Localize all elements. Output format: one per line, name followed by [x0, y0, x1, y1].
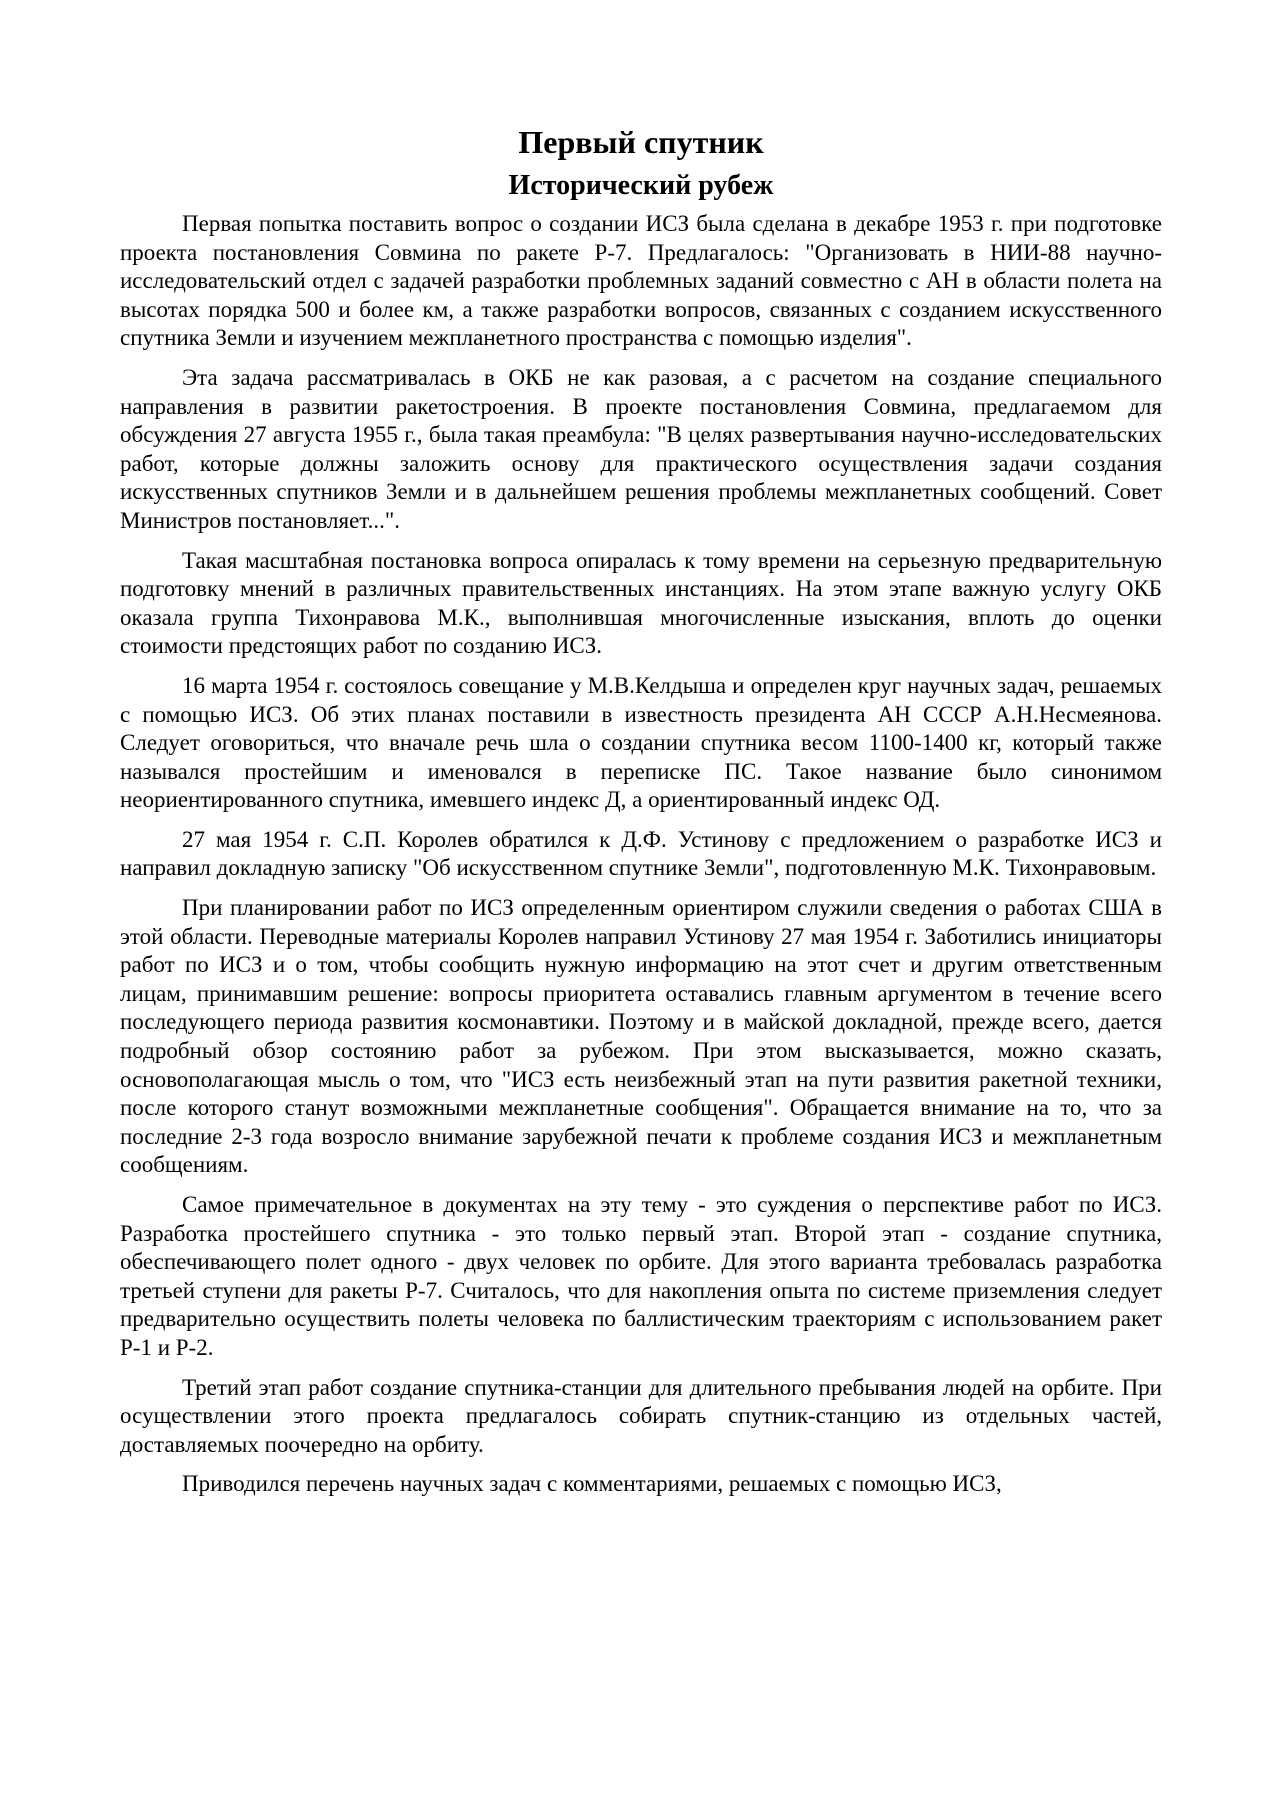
document-body	[120, 120, 1162, 1510]
document-subtitle: Исторический рубеж	[508, 170, 774, 201]
paragraph-8: Третий этап работ создание спутника-станции для длительного пребывания людей на орбите. При осуществлении этого проекта предлагалось собирать спутник-станцию из отдельных частей, доставляемых поочередно на орбиту.	[120, 1374, 1162, 1457]
paragraph-4: 16 марта 1954 г. состоялось совещание у М.В.Келдыша и определен круг научных задач, решаемых с помощью ИСЗ. Об этих планах поставили в известность президента АН СССР А.Н.Несмеянова. Следует оговориться, что вначале речь шла о создании спутника весом 1100-1400 кг, который также назывался простейшим и именовался в переписке ПС. Такое название было синонимом неориентированного спутника, имевшего индекс Д, а ориентированный индекс ОД.	[120, 672, 1162, 813]
paragraph-3: Такая масштабная постановка вопроса опиралась к тому времени на серьезную предварительную подготовку мнений в различных правительственных инстанциях. На этом этапе важную услугу ОКБ оказала группа Тихонравова М.К., выполнившая многочисленные изыскания, вплоть до оценки стоимости предстоящих работ по созданию ИСЗ.	[120, 547, 1162, 659]
paragraph-1: Первая попытка поставить вопрос о создании ИСЗ была сделана в декабре 1953 г. при подготовке проекта постановления Совмина по ракете Р-7. Предлагалось: "Организовать в НИИ-88 научно-исследовательский отдел с задачей разработки проблемных заданий совместно с АН в области полета на высотах порядка 500 и более км, а также разработки вопросов, связанных с созданием искусственного спутника Земли и изучением межпланетного пространства с помощью изделия".	[120, 211, 1162, 351]
paragraph-7: Самое примечательное в документах на эту тему - это суждения о перспективе работ по ИСЗ. Разработка простейшего спутника - это только первый этап. Второй этап - создание спутника, обеспечивающего полет одного - двух человек по орбите. Для этого варианта требовалась разработка третьей ступени для ракеты Р-7. Считалось, что для накопления опыта по системе приземления следует предварительно осуществить полеты человека по баллистическим траекториям с использованием ракет Р-1 и Р-2.	[120, 1192, 1162, 1360]
paragraph-6: При планировании работ по ИСЗ определенным ориентиром служили сведения о работах США в этой области. Переводные материалы Королев направил Устинову 27 мая 1954 г. Заботились инициаторы работ по ИСЗ и о том, чтобы сообщить нужную информацию на этот счет и другим ответственным лицам, принимавшим решение: вопросы приоритета оставались главным аргументом в течение всего последующего периода развития космонавтики. Поэтому и в майской докладной, прежде всего, дается подробный обзор состоянию работ за рубежом. При этом высказывается, можно сказать, основополагающая мысль о том, что "ИСЗ есть неизбежный этап на пути развития ракетной техники, после которого станут возможными межпланетные сообщения". Обращается внимание на то, что за последние 2-3 года возросло внимание зарубежной печати к проблеме создания ИСЗ и межпланетным сообщениям.	[120, 895, 1162, 1178]
paragraph-9: Приводился перечень научных задач с комментариями, решаемых с помощью ИСЗ,	[182, 1471, 1002, 1497]
document-title: Первый спутник	[518, 124, 764, 160]
paragraph-5: 27 мая 1954 г. С.П. Королев обратился к Д.Ф. Устинову с предложением о разработке ИСЗ и направил докладную записку "Об искусственном спутнике Земли", подготовленную М.К. Тихонравовым.	[120, 826, 1162, 881]
paragraph-2: Эта задача рассматривалась в ОКБ не как разовая, а с расчетом на создание специального направления в развитии ракетостроения. В проекте постановления Совмина, предлагаемом для обсуждения 27 августа 1955 г., была такая преамбула: "В целях развертывания научно-исследовательских работ, которые должны заложить основу для практического осуществления задачи создания искусственных спутников Земли и в дальнейшем решения проблемы межпланетных сообщений. Совет Министров постановляет...".	[120, 364, 1162, 533]
